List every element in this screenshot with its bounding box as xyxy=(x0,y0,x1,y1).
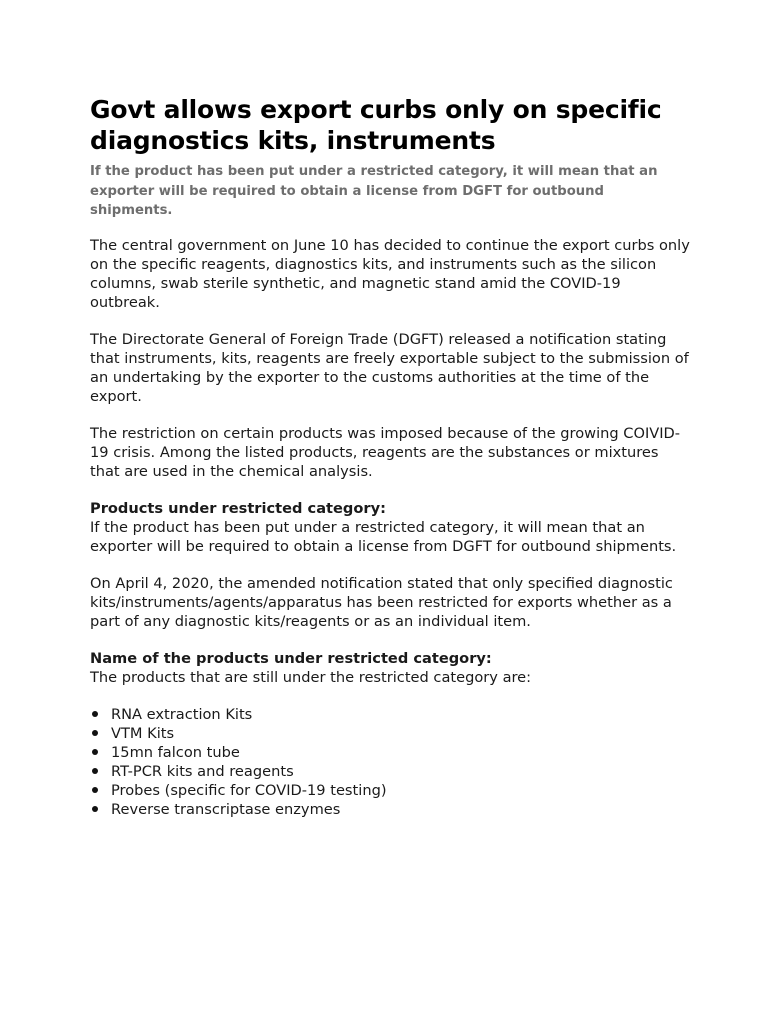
section-restricted-category xyxy=(90,499,690,556)
restricted-products-list xyxy=(90,705,690,819)
article xyxy=(90,94,690,819)
bullet-icon xyxy=(92,768,98,774)
section-product-names xyxy=(90,649,690,687)
list-item xyxy=(90,762,690,781)
bullet-icon xyxy=(92,711,98,717)
body-paragraph: On April 4, 2020, the amended notification stated that only specified diagnostic kits/instruments/agents/apparatus has been restricted for exports whether as a part of any diagnostic kits/reagents or as an individual item. xyxy=(90,574,673,630)
body-paragraph: The restriction on certain products was imposed because of the growing COIVID-19 crisis. Among the listed products, reagents are the substances or mixtures that are used in the chemical analysis. xyxy=(90,424,681,480)
bullet-icon xyxy=(92,730,98,736)
section-heading: Name of the products under restricted category: xyxy=(90,649,492,667)
bullet-icon xyxy=(92,787,98,793)
list-item-text: RT-PCR kits and reagents xyxy=(111,762,294,780)
list-item-text: Reverse transcriptase enzymes xyxy=(111,800,341,818)
list-item-text: VTM Kits xyxy=(111,724,175,742)
article-subhead: If the product has been put under a restricted category, it will mean that an exporter will be required to obtain a license from DGFT for outbound shipments. xyxy=(90,164,658,218)
list-item xyxy=(90,800,690,819)
list-item-text: RNA extraction Kits xyxy=(111,705,253,723)
section-text: If the product has been put under a restricted category, it will mean that an exporter will be required to obtain a license from DGFT for outbound shipments. xyxy=(90,518,677,555)
list-item-text: 15mn falcon tube xyxy=(111,743,240,761)
bullet-icon xyxy=(92,749,98,755)
section-heading: Products under restricted category: xyxy=(90,499,386,517)
bullet-icon xyxy=(92,806,98,812)
body-paragraph: The central government on June 10 has decided to continue the export curbs only on the specific reagents, diagnostics kits, and instruments such as the silicon columns, swab sterile synthetic, and magnetic stand amid the COVID-19 outbreak. xyxy=(90,236,690,311)
body-paragraph: The Directorate General of Foreign Trade (DGFT) released a notification stating that instruments, kits, reagents are freely exportable subject to the submission of an undertaking by the exporter to the customs authorities at the time of the export. xyxy=(90,330,689,405)
list-item xyxy=(90,705,690,724)
list-item xyxy=(90,781,690,800)
list-item xyxy=(90,743,690,762)
list-item xyxy=(90,724,690,743)
section-text: The products that are still under the restricted category are: xyxy=(90,668,532,686)
article-headline: Govt allows export curbs only on specific diagnostics kits, instruments xyxy=(90,95,662,155)
list-item-text: Probes (specific for COVID-19 testing) xyxy=(111,781,387,799)
